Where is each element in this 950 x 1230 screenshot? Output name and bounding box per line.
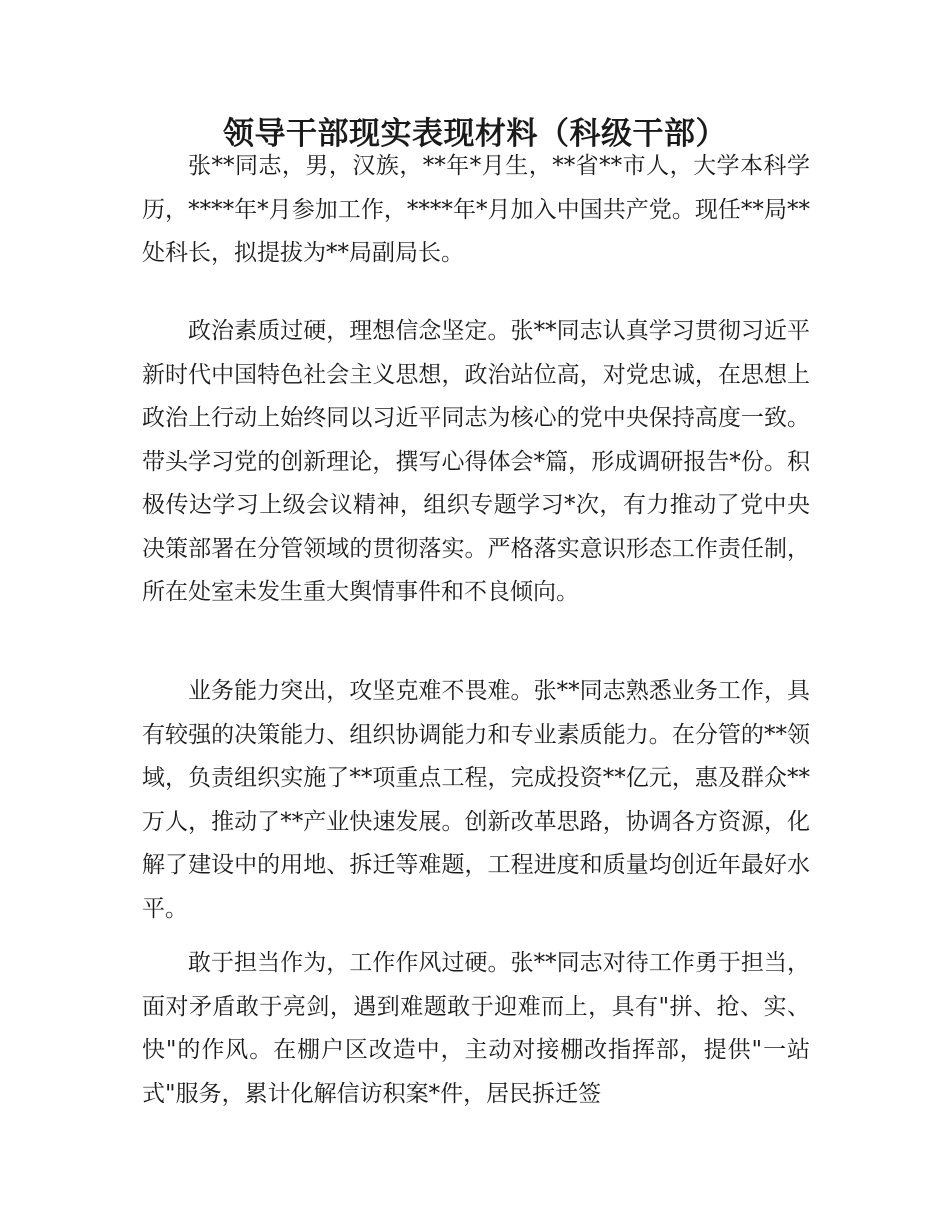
document-title: 领导干部现实表现材料（科级干部） [223,116,727,152]
paragraph-work-style: 敢于担当作为，工作作风过硬。张**同志对待工作勇于担当，面对矛盾敢于亮剑，遇到难题敢于迎难而上，具有"拼、抢、实、快"的作风。在棚户区改造中，主动对接棚改指挥部，提供"一站式"服务，累计化解信访积案*件，居民拆迁签 [142,950,810,1107]
paragraph-business-ability: 业务能力突出，攻坚克难不畏难。张**同志熟悉业务工作，具有较强的决策能力、组织协调能力和专业素质能力。在分管的**领域，负责组织实施了**项重点工程，完成投资**亿元，惠及群众**万人，推动了**产业快速发展。创新改革思路，协调各方资源，化解了建设中的用地、拆迁等难题，工程进度和质量均创近年最好水平。 [142,678,810,922]
paragraph-basic-info: 张**同志，男，汉族，**年*月生，**省**市人，大学本科学历，****年*月参加工作，****年*月加入中国共产党。现任**局**处科长，拟提拔为**局副局长。 [142,153,810,266]
paragraph-political-quality: 政治素质过硬，理想信念坚定。张**同志认真学习贯彻习近平新时代中国特色社会主义思想，政治站位高，对党忠诚，在思想上政治上行动上始终同以习近平同志为核心的党中央保持高度一致。带头学习党的创新理论，撰写心得体会*篇，形成调研报告*份。积极传达学习上级会议精神，组织专题学习*次，有力推动了党中央决策部署在分管领域的贯彻落实。严格落实意识形态工作责任制，所在处室未发生重大舆情事件和不良倾向。 [142,318,810,605]
